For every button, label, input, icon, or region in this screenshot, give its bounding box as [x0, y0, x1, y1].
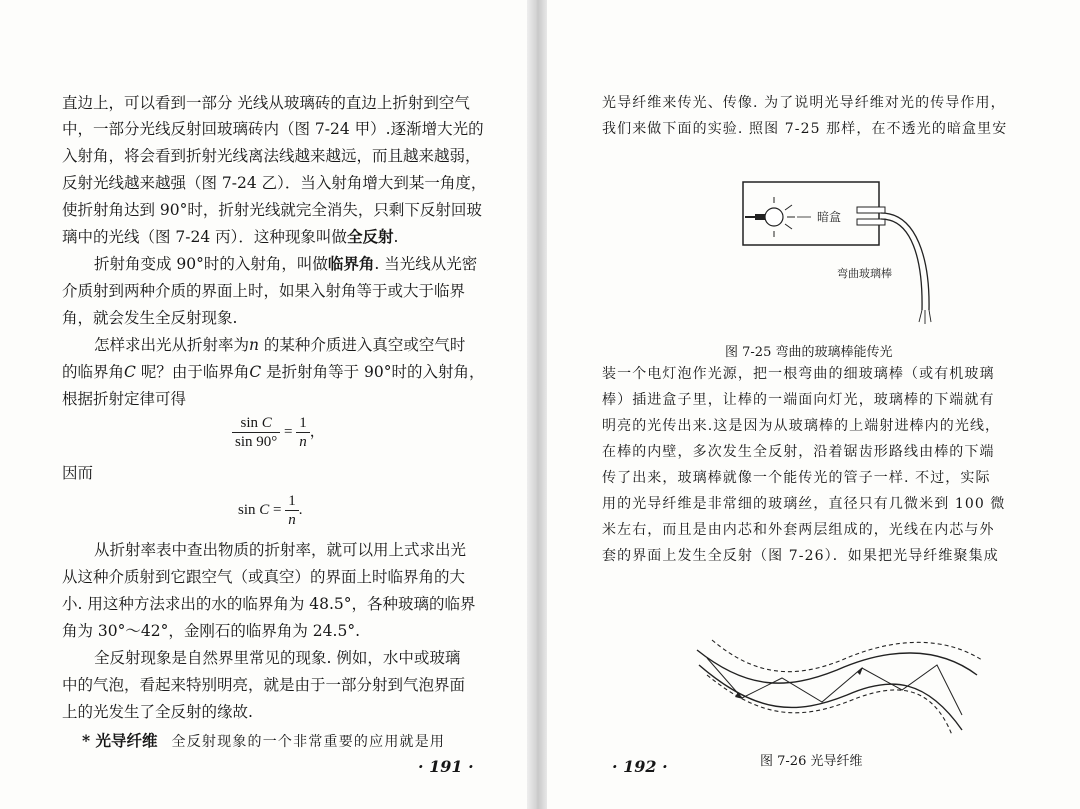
right-page — [547, 0, 1080, 809]
zigzag-light-path — [707, 658, 962, 715]
equation-snell-critical: $\frac{\text{sin C}}{\sin 90^\circ}$ = $\frac{1}{n}$ ， — [232, 414, 325, 451]
text-line: 反射光线越来越强（图 7-24 乙）．当入射角增大到某一角度， — [62, 174, 487, 192]
page-number: · 191 · — [418, 757, 474, 776]
text-line: 因而 — [62, 464, 94, 482]
curved-glass-rod — [881, 213, 929, 310]
section-heading-line: * 光导纤维 全反射现象的一个非常重要的应用就是用 — [82, 731, 446, 750]
book-gutter — [527, 0, 547, 809]
text-line: 棒）插进盒子里，让棒的一端面向灯光，玻璃棒的下端就有 — [602, 392, 995, 408]
text-line: 介质射到两种介质的界面上时，如果入射角等于或大于临界 — [62, 282, 466, 300]
text-line: 明亮的光传出来.这是因为从玻璃棒的上端射进棒内的光线， — [602, 418, 1001, 434]
term-total-reflection: 全反射 — [346, 227, 394, 246]
text-line: 根据折射定律可得 — [62, 390, 187, 408]
equation-sin-c: sin C = $\frac{1}{n}$ . — [238, 493, 303, 528]
text-line: 传了出来，玻璃棒就像一个能传光的管子一样. 不过，实际 — [602, 470, 991, 486]
text-line: 用的光导纤维是非常细的玻璃丝，直径只有几微米到 100 微 — [602, 496, 1006, 512]
text-line: 从折射率表中查出物质的折射率，就可以用上式求出光 — [94, 541, 467, 559]
text-line: 的临界角C 呢？由于临界角C 是折射角等于 90°时的入射角， — [62, 363, 485, 381]
text-line: 怎样求出光从折射率为n 的某种介质进入真空或空气时 — [94, 336, 466, 354]
text-line: 角为 30°～42°，金刚石的临界角为 24.5°. — [62, 622, 360, 640]
box-label: 暗盒 — [817, 210, 842, 224]
text-line: 折射角变成 90°时的入射角，叫做临界角. 当光线从光密 — [94, 254, 478, 273]
text-line: 光导纤维来传光、传像. 为了说明光导纤维对光的传导作用， — [602, 95, 1006, 111]
section-heading: * 光导纤维 — [82, 731, 158, 750]
figure-7-26 — [687, 620, 987, 740]
text-line: 直边上，可以看到一部分 光线从玻璃砖的直边上折射到空气 — [62, 94, 470, 112]
text-line: 我们来做下面的实验. 照图 7-25 那样，在不透光的暗盒里安 — [602, 121, 1008, 137]
text-line: 使折射角达到 90°时，折射光线就完全消失，只剩下反射回玻 — [62, 201, 482, 219]
text-line: 入射角，将会看到折射光线离法线越来越远，而且越来越弱， — [62, 147, 481, 165]
rod-clamp-bottom — [857, 219, 885, 225]
page-number: · 192 · — [612, 757, 668, 776]
light-rays-out — [919, 310, 931, 324]
light-bulb-icon — [745, 197, 795, 237]
figure-7-25 — [717, 170, 947, 330]
text-line: 套的界面上发生全反射（图 7-26）．如果把光导纤维聚集成 — [602, 548, 999, 564]
text-line: 全反射现象是自然界里常见的现象. 例如，水中或玻璃 — [94, 649, 461, 667]
figure-7-26-caption: 图 7-26 光导纤维 — [760, 754, 863, 769]
text-line: 小. 用这种方法求出的水的临界角为 48.5°，各种玻璃的临界 — [62, 595, 476, 613]
rod-clamp-top — [857, 207, 885, 213]
text-line: 米左右，而且是由内芯和外套两层组成的，光线在内芯与外 — [602, 522, 995, 538]
left-page — [0, 0, 527, 809]
text-line: 璃中的光线（图 7-24 丙）．这种现象叫做全反射. — [62, 227, 399, 246]
rod-label: 弯曲玻璃棒 — [837, 267, 892, 280]
text-line: 装一个电灯泡作光源，把一根弯曲的细玻璃棒（或有机玻璃 — [602, 366, 995, 382]
text-line: 中的气泡，看起来特别明亮，就是由于一部分射到气泡界面 — [62, 676, 466, 694]
fiber-core-bottom — [707, 675, 952, 735]
text-line: 从这种介质射到它跟空气（或真空）的界面上时临界角的大 — [62, 568, 466, 586]
text-line: 中，一部分光线反射回玻璃砖内（图 7-24 甲）.逐渐增大光的 — [62, 120, 484, 138]
text-line: 上的光发生了全反射的缘故. — [62, 703, 253, 721]
term-critical-angle: 临界角 — [327, 254, 375, 273]
text-line: 角，就会发生全反射现象. — [62, 309, 238, 327]
figure-7-25-caption: 图 7-25 弯曲的玻璃棒能传光 — [725, 345, 893, 360]
fiber-core-top — [712, 640, 982, 672]
text-line: 在棒的内壁，多次发生全反射，沿着锯齿形路线由棒的下端 — [602, 444, 995, 460]
